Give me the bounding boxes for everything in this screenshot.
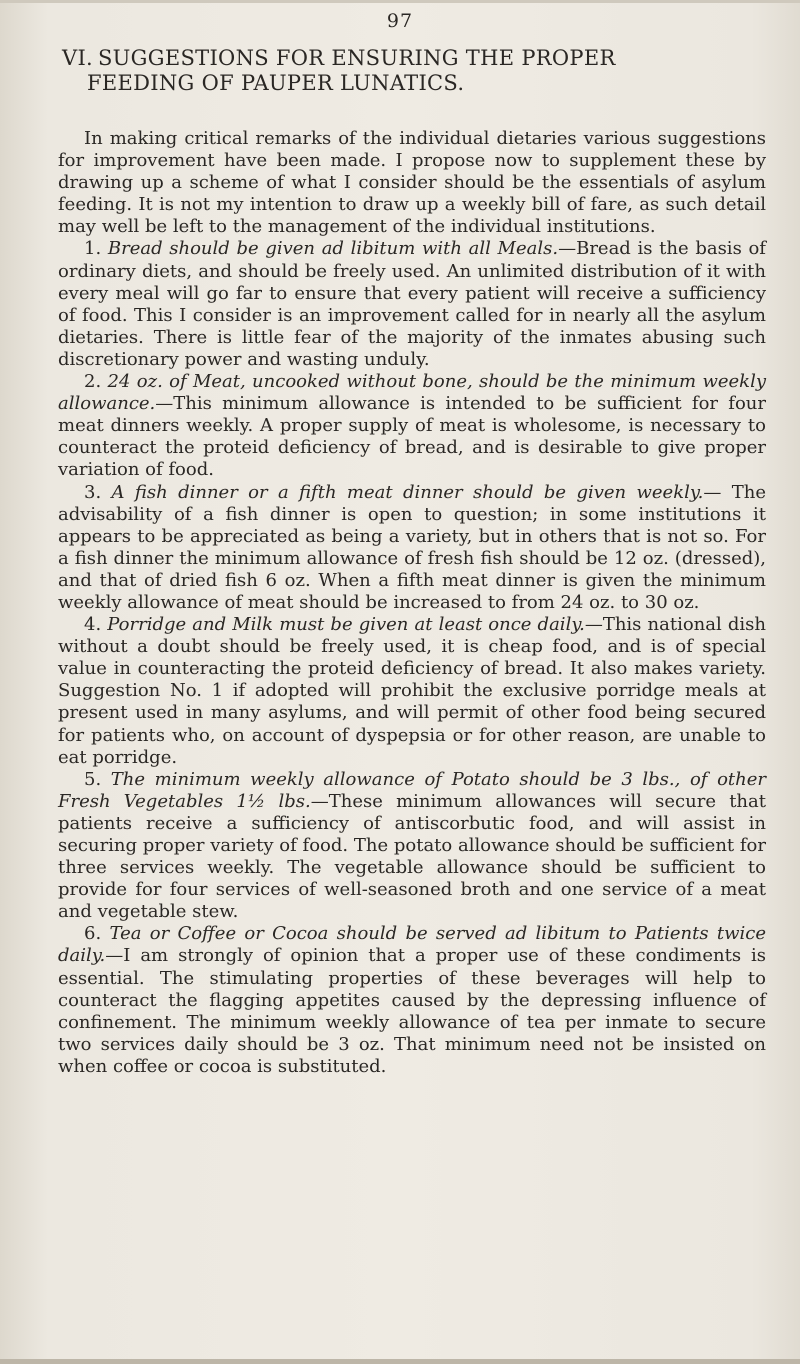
- suggestion-3: [58, 482, 766, 615]
- suggestion-text: —This minimum allowance is intended to be sufficient for four meat dinners weekly. A proper supply of meat is wholesome, is necessary to counteract the proteid deficiency of bread, and is desirable to give proper variation of food.: [58, 393, 766, 481]
- suggestion-number: 3.: [84, 481, 102, 503]
- intro-paragraph: In making critical remarks of the individual dietaries various suggestions for improvement have been made. I propose now to supplement these by drawing up a scheme of what I consider should be the essentials of asylum feeding. It is not my intention to draw up a weekly bill of fare, as such detail may well be left to the management of the individual institutions.: [58, 128, 766, 238]
- page-number: 97: [386, 10, 414, 32]
- bottom-edge-rule: [0, 1359, 800, 1364]
- suggestion-number: 4.: [84, 614, 102, 636]
- section-heading: [62, 46, 762, 96]
- suggestion-6: [58, 923, 766, 1078]
- suggestion-title: 24 oz. of Meat, uncooked without bone, should be the minimum weekly allowance.: [58, 371, 767, 415]
- suggestion-text: —These minimum allowances will secure that patients receive a sufficiency of antiscorbutic food, and will assist in securing proper variety of food. The potato allowance should be sufficient for three services weekly. The vegetable allowance should be sufficient to provide for four services of well-seasoned broth and one service of a meat and vegetable stew.: [58, 790, 766, 923]
- suggestion-text: — The advisability of a fish dinner is open to question; in some institutions it appears to be appreciated as being a variety, but in others that is not so. For a fish dinner the minimum allowance of fresh fish should be 12 oz. (dressed), and that of dried fish 6 oz. When a fifth meat dinner is given the minimum weekly allowance of meat should be increased to from 24 oz. to 30 oz.: [58, 481, 766, 613]
- suggestion-2: [58, 371, 766, 481]
- suggestion-text: —Bread is the basis of ordinary diets, and should be freely used. An unlimited distribution of it with every meal will go far to ensure that every patient will receive a sufficiency of food. This I consider is an improvement called for in nearly all the asylum dietaries. There is little fear of the majority of the inmates abusing such discretionary power and wasting unduly.: [58, 238, 766, 370]
- suggestion-title: The minimum weekly allowance of Potato should be 3 lbs., of other Fresh Vegetables 1½ lbs.: [58, 768, 766, 812]
- suggestion-1: [58, 238, 766, 371]
- suggestion-text: —I am strongly of opinion that a proper use of these condiments is essential. The stimulating properties of these beverages will help to counteract the flagging appetites caused by the depressing influence of confinement. The minimum weekly allowance of tea per inmate to secure two services daily should be 3 oz. That minimum need not be insisted on when coffee or cocoa is substituted.: [58, 945, 766, 1077]
- suggestion-number: 6.: [84, 923, 102, 945]
- suggestion-number: 1.: [84, 238, 102, 260]
- section-numeral: VI.: [62, 46, 94, 70]
- section-title-line-2: FEEDING OF PAUPER LUNATICS.: [87, 71, 465, 95]
- top-edge-rule: [0, 0, 800, 3]
- suggestion-4: [58, 614, 766, 769]
- suggestion-number: 2.: [84, 371, 102, 393]
- section-title-line-1: SUGGESTIONS FOR ENSURING THE PROPER: [98, 46, 616, 70]
- body-text: [58, 128, 766, 1078]
- suggestion-text: —This national dish without a doubt should be freely used, it is cheap food, and is of special value in counteracting the proteid deficiency of bread. It also makes variety. Suggestion No. 1 if adopted will prohibit the exclusive porridge meals at present used in many asylums, and will permit of other food being secured for patients who, on account of dyspepsia or for other reason, are unable to eat porridge.: [58, 614, 766, 768]
- suggestion-title: A fish dinner or a fifth meat dinner should be given weekly.: [111, 481, 704, 503]
- suggestion-title: Tea or Coffee or Cocoa should be served ad libitum to Patients twice daily.: [58, 923, 766, 967]
- suggestion-title: Bread should be given ad libitum with all Meals.: [107, 238, 559, 260]
- suggestion-title: Porridge and Milk must be given at least once daily.: [107, 614, 585, 636]
- suggestion-number: 5.: [84, 768, 102, 790]
- suggestion-5: [58, 769, 766, 924]
